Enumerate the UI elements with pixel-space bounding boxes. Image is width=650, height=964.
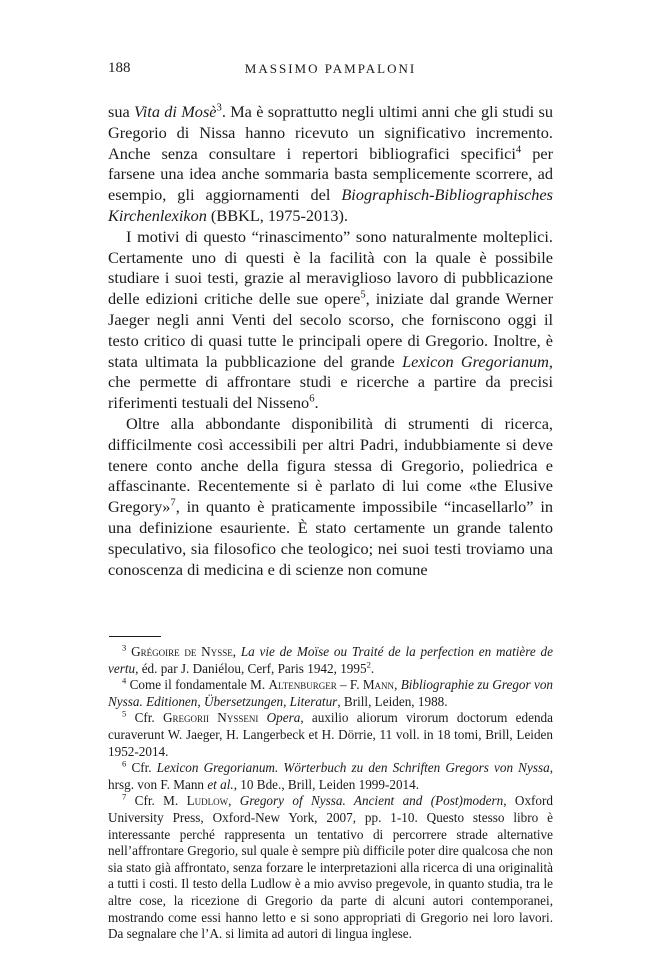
text-run: , éd. par J. Daniélou, Cerf, Paris 1942, 1995 (135, 660, 367, 676)
note-reference: 4 (515, 144, 522, 156)
text-run: Ludlow (186, 793, 229, 809)
footnote (108, 793, 553, 942)
book-page (108, 60, 554, 942)
note-reference: 3 (216, 102, 222, 114)
footnote (108, 677, 553, 710)
footnote (108, 644, 553, 677)
text-run: , (232, 644, 241, 659)
note-reference: 5 (122, 708, 127, 719)
text-run: , che permette di affrontare studi e ricerche a partire da precisi riferimenti testuali del Nisseno (108, 351, 553, 413)
text-run: , 10 Bde., Brill, Leiden 1999-2014. (233, 776, 420, 792)
note-reference: 5 (360, 289, 366, 301)
text-run: Mann (362, 677, 395, 693)
text-run: Come il fondamentale M. (126, 677, 269, 693)
text-run: Gregory of Nyssa. Ancient and (Post)modern (239, 793, 504, 809)
text-run: . (314, 393, 319, 413)
running-head-author: MASSIMO PAMPALONI (244, 61, 417, 76)
note-reference: 7 (122, 791, 127, 802)
page-header (108, 60, 553, 88)
text-run: , iniziate dal grande Werner Jaeger negli anni Venti del secolo scorso, che forniscono oggi il testo critico di quasi tutte le principali opere di Gregorio. Inoltre, è stata ultimata la pubblicazione del grande (108, 289, 553, 371)
text-run (258, 710, 266, 725)
footnote-separator (109, 636, 161, 637)
text-run: La vie de Moïse ou Traité de la perfection en matière de vertu (108, 644, 554, 676)
text-run: . (370, 660, 375, 676)
text-run: sua (108, 102, 135, 121)
text-run: , in quanto è praticamente impossibile “incasellarlo” in una definizione esauriente. È stato certamente un grande talento speculativo, sia filosofico che teologico; nei suoi testi troviamo una conoscenza di medicina e di scienze non comune (108, 497, 553, 579)
text-run: Lexicon Gregorianum (402, 351, 549, 371)
paragraph (108, 414, 553, 580)
text-run: Bibliographie zu Gregor von Nyssa. Editionen, Übersetzungen, Literatur (108, 677, 554, 709)
footnote (108, 760, 553, 793)
text-run: Lexicon Gregorianum. Wörterbuch zu den Schriften Gregors von Nyssa (156, 760, 550, 776)
footnotes (108, 644, 553, 943)
text-run: , hrsg. von F. Mann (108, 760, 553, 792)
text-run: per farsene una idea anche sommaria basta semplicemente scorrere, ad esempio, gli aggiornamenti del (108, 143, 553, 205)
paragraph (108, 227, 553, 414)
note-reference: 6 (309, 393, 315, 405)
text-run: . Ma è soprattutto negli ultimi anni che gli studi su Gregorio di Nissa hanno ricevuto un significativo incremento. Anche senza consultare i repertori bibliografici specifici (108, 102, 554, 163)
text-run: et al. (207, 776, 234, 792)
text-run: Altenburger (268, 677, 337, 693)
text-run: I motivi di questo “rinascimento” sono naturalmente molteplici. Certamente uno di questi è la facilità con la quale è possibile studiare i suoi testi, grazie al meraviglioso lavoro di pubblicazione delle edizioni critiche delle sue opere (108, 226, 553, 309)
text-run: , (228, 793, 240, 809)
note-reference: 3 (122, 642, 127, 653)
text-run: Opera (266, 710, 301, 726)
text-run: Cfr. M. (126, 793, 187, 809)
text-run: Biographisch-Bibliographisches Kirchenlexikon (108, 185, 553, 225)
note-reference: 2 (366, 659, 371, 670)
main-text (108, 102, 553, 580)
text-run: Grégoire de Nysse (131, 644, 233, 659)
text-run: Cfr. (126, 710, 163, 726)
text-run: Cfr. (126, 760, 157, 776)
page-number: 188 (108, 60, 131, 76)
text-run: – F. (336, 677, 363, 693)
text-run: , (394, 677, 401, 693)
text-run: Vita di Mosè (134, 102, 217, 121)
text-run: Gregorii Nysseni (163, 710, 259, 726)
footnote (108, 710, 553, 760)
text-run: (BBKL, 1975-2013). (206, 205, 348, 225)
text-run: , auxilio aliorum virorum doctorum edenda curaverunt W. Jaeger, H. Langerbeck et H. Dörrie, 11 voll. in 18 tomi, Brill, Leiden 1952-2014. (108, 710, 553, 759)
text-run: , Oxford University Press, Oxford-New York, 2007, pp. 1-10. Questo stesso libro è interessante perché rappresenta un tentativo di percorrere strade alternative nell’affrontare Gregorio, sul quale è sempre più difficile poter dire qualcosa che non sia stato già affrontato, senza forzare le interpretazioni alla ricerca di una originalità a tutti i costi. Il testo della Ludlow è a mio avviso pregevole, in quanto studia, tra le altre cose, la ricezione di Gregorio da parte di alcuni autori contemporanei, mostrando come essi hanno letto e si sono appropriati di Gregorio nei loro lavori. Da segnalare che l’A. si limita ad autori di lingua inglese. (108, 793, 554, 942)
note-reference: 4 (122, 675, 127, 686)
note-reference: 7 (170, 497, 176, 509)
paragraph (108, 102, 553, 227)
note-reference: 6 (122, 758, 127, 769)
text-run: , Brill, Leiden, 1988. (337, 693, 448, 709)
text-run: Oltre alla abbondante disponibilità di strumenti di ricerca, difficilmente così accessibili per altri Padri, indubbiamente si deve tenere conto anche della figura stessa di Gregorio, poliedrica e affascinante. Recentemente si è parlato di lui come «the Elusive Gregory» (108, 413, 553, 517)
